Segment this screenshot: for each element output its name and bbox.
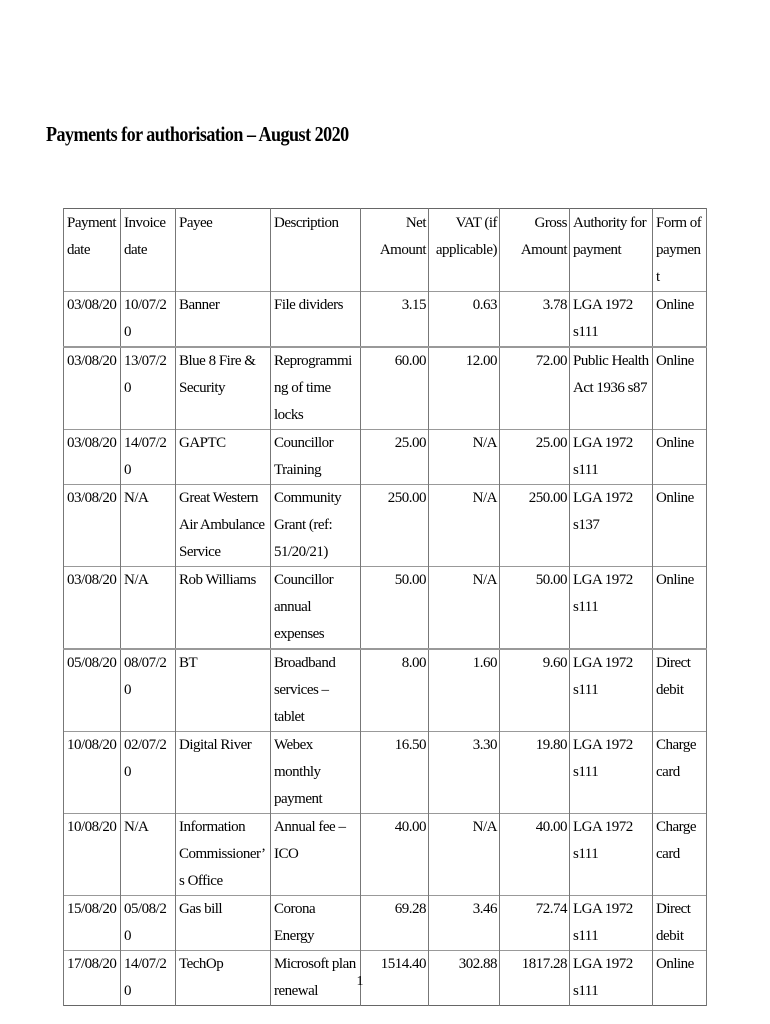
table-row [64, 430, 707, 485]
header-form-of-payment: Form of payment [653, 209, 707, 292]
cell-vat: N/A [429, 430, 500, 485]
cell-form-of-payment: Charge card [653, 732, 707, 814]
header-net-amount: Net Amount [361, 209, 429, 292]
cell-payment-date: 03/08/20 [64, 430, 121, 485]
cell-payee: GAPTC [176, 430, 271, 485]
header-authority: Authority for payment [570, 209, 653, 292]
cell-payment-date: 03/08/20 [64, 292, 121, 348]
header-description: Description [271, 209, 361, 292]
cell-description: Reprogramming of time locks [271, 347, 361, 430]
cell-description: Councillor Training [271, 430, 361, 485]
table-row [64, 896, 707, 951]
cell-payment-date: 17/08/20 [64, 951, 121, 1006]
table-row [64, 649, 707, 732]
cell-net-amount: 60.00 [361, 347, 429, 430]
cell-vat: 0.63 [429, 292, 500, 348]
cell-net-amount: 1514.40 [361, 951, 429, 1006]
cell-description: Microsoft plan renewal [271, 951, 361, 1006]
cell-authority: LGA 1972 s111 [570, 430, 653, 485]
cell-authority: LGA 1972 s137 [570, 485, 653, 567]
cell-form-of-payment: Online [653, 347, 707, 430]
cell-payee: TechOp [176, 951, 271, 1006]
header-payment-date: Payment date [64, 209, 121, 292]
cell-net-amount: 50.00 [361, 567, 429, 650]
cell-gross-amount: 19.80 [500, 732, 570, 814]
cell-payee: Digital River [176, 732, 271, 814]
cell-invoice-date: N/A [121, 567, 176, 650]
cell-payee: Rob Williams [176, 567, 271, 650]
cell-payment-date: 05/08/20 [64, 649, 121, 732]
cell-net-amount: 250.00 [361, 485, 429, 567]
cell-authority: LGA 1972 s111 [570, 292, 653, 348]
cell-payee: Great Western Air Ambulance Service [176, 485, 271, 567]
cell-vat: N/A [429, 485, 500, 567]
cell-vat: 302.88 [429, 951, 500, 1006]
table-row [64, 485, 707, 567]
cell-description: Councillor annual expenses [271, 567, 361, 650]
cell-description: Corona Energy [271, 896, 361, 951]
cell-payee: Information Commissioner’s Office [176, 814, 271, 896]
cell-form-of-payment: Direct debit [653, 896, 707, 951]
cell-description: Annual fee – ICO [271, 814, 361, 896]
payments-table [63, 208, 707, 1006]
cell-vat: 3.30 [429, 732, 500, 814]
cell-invoice-date: 10/07/20 [121, 292, 176, 348]
header-payee: Payee [176, 209, 271, 292]
table-row [64, 814, 707, 896]
cell-net-amount: 69.28 [361, 896, 429, 951]
cell-payment-date: 03/08/20 [64, 485, 121, 567]
cell-authority: LGA 1972 s111 [570, 567, 653, 650]
cell-invoice-date: 02/07/20 [121, 732, 176, 814]
cell-payee: Banner [176, 292, 271, 348]
cell-invoice-date: 14/07/20 [121, 430, 176, 485]
cell-authority: Public Health Act 1936 s87 [570, 347, 653, 430]
cell-payee: Blue 8 Fire & Security [176, 347, 271, 430]
cell-gross-amount: 40.00 [500, 814, 570, 896]
cell-form-of-payment: Online [653, 567, 707, 650]
cell-gross-amount: 250.00 [500, 485, 570, 567]
cell-form-of-payment: Charge card [653, 814, 707, 896]
cell-payment-date: 15/08/20 [64, 896, 121, 951]
cell-gross-amount: 72.74 [500, 896, 570, 951]
header-vat: VAT (if applicable) [429, 209, 500, 292]
cell-gross-amount: 50.00 [500, 567, 570, 650]
table-header [64, 209, 707, 292]
table-row [64, 732, 707, 814]
cell-form-of-payment: Online [653, 951, 707, 1006]
cell-description: Community Grant (ref: 51/20/21) [271, 485, 361, 567]
cell-invoice-date: 08/07/20 [121, 649, 176, 732]
cell-vat: N/A [429, 814, 500, 896]
cell-description: Webex monthly payment [271, 732, 361, 814]
cell-vat: 12.00 [429, 347, 500, 430]
cell-net-amount: 40.00 [361, 814, 429, 896]
cell-net-amount: 25.00 [361, 430, 429, 485]
cell-payee: BT [176, 649, 271, 732]
cell-gross-amount: 3.78 [500, 292, 570, 348]
cell-payment-date: 10/08/20 [64, 732, 121, 814]
cell-vat: 3.46 [429, 896, 500, 951]
cell-description: File dividers [271, 292, 361, 348]
cell-form-of-payment: Online [653, 430, 707, 485]
cell-vat: 1.60 [429, 649, 500, 732]
cell-payee: Gas bill [176, 896, 271, 951]
page-title: Payments for authorisation – August 2020 [46, 122, 349, 146]
table-row [64, 292, 707, 348]
cell-payment-date: 03/08/20 [64, 567, 121, 650]
cell-vat: N/A [429, 567, 500, 650]
cell-net-amount: 8.00 [361, 649, 429, 732]
cell-authority: LGA 1972 s111 [570, 732, 653, 814]
header-invoice-date: Invoice date [121, 209, 176, 292]
cell-authority: LGA 1972 s111 [570, 814, 653, 896]
cell-invoice-date: 05/08/20 [121, 896, 176, 951]
cell-payment-date: 03/08/20 [64, 347, 121, 430]
cell-invoice-date: N/A [121, 814, 176, 896]
cell-gross-amount: 9.60 [500, 649, 570, 732]
page-number: 1 [356, 974, 364, 989]
cell-gross-amount: 1817.28 [500, 951, 570, 1006]
cell-form-of-payment: Online [653, 485, 707, 567]
cell-gross-amount: 25.00 [500, 430, 570, 485]
cell-net-amount: 3.15 [361, 292, 429, 348]
cell-invoice-date: 13/07/20 [121, 347, 176, 430]
cell-invoice-date: 14/07/20 [121, 951, 176, 1006]
cell-gross-amount: 72.00 [500, 347, 570, 430]
table-row [64, 567, 707, 650]
cell-authority: LGA 1972 s111 [570, 951, 653, 1006]
cell-payment-date: 10/08/20 [64, 814, 121, 896]
table-body [64, 292, 707, 1006]
table-row [64, 347, 707, 430]
cell-authority: LGA 1972 s111 [570, 649, 653, 732]
cell-authority: LGA 1972 s111 [570, 896, 653, 951]
header-gross-amount: Gross Amount [500, 209, 570, 292]
cell-form-of-payment: Online [653, 292, 707, 348]
cell-form-of-payment: Direct debit [653, 649, 707, 732]
cell-net-amount: 16.50 [361, 732, 429, 814]
cell-invoice-date: N/A [121, 485, 176, 567]
cell-description: Broadband services – tablet [271, 649, 361, 732]
